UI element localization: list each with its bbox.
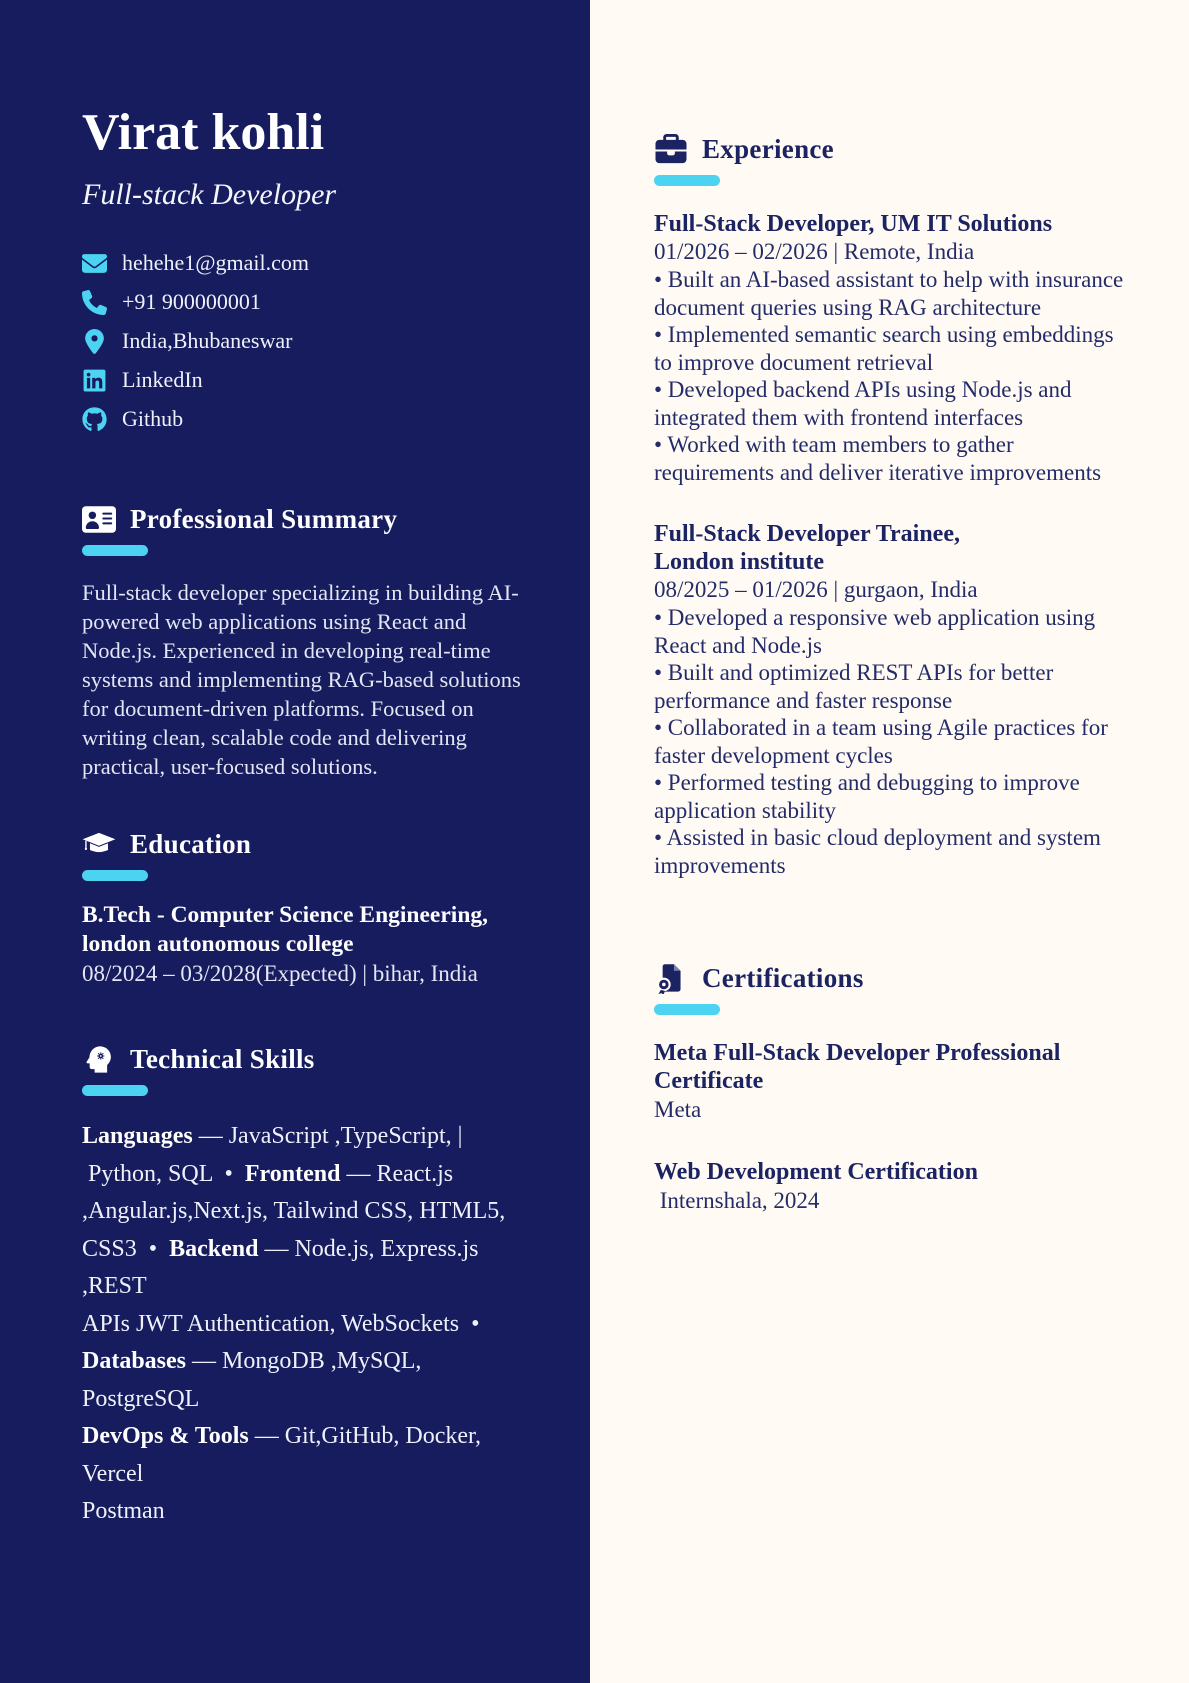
section-certifications (654, 963, 1137, 1215)
contact-row-email[interactable] (82, 250, 524, 276)
github-icon (82, 407, 107, 432)
job-bullet: • Assisted in basic cloud deployment and system improvements (654, 825, 1101, 878)
job-meta: 08/2025 – 01/2026 | gurgaon, India (654, 577, 978, 602)
education-heading: Education (130, 829, 252, 859)
job-bullet: • Developed backend APIs using Node.js and integrated them with frontend interfaces (654, 377, 1072, 430)
left-panel (0, 0, 590, 1683)
certifications-accent-bar (654, 1004, 720, 1015)
certification-item (654, 1158, 1137, 1215)
education-section-head (82, 829, 524, 860)
experience-accent-bar (654, 175, 720, 186)
skills-line: Databases — MongoDB ,MySQL, PostgreSQL (82, 1348, 428, 1412)
head-gear-icon (82, 1044, 116, 1075)
job-entry (654, 210, 1137, 486)
summary-heading: Professional Summary (130, 504, 398, 534)
job-entry (654, 520, 1137, 879)
certification-title: Web Development Certification (654, 1159, 978, 1185)
contact-row-linkedin[interactable] (82, 367, 524, 393)
job-bullet: • Worked with team members to gather requirements and deliver iterative improvements (654, 432, 1102, 485)
graduation-cap-icon (82, 829, 116, 860)
certification-org: Meta (654, 1097, 702, 1122)
email-icon (82, 251, 107, 276)
section-experience (654, 134, 1137, 879)
contact-row-github[interactable] (82, 406, 524, 432)
certification-item (654, 1039, 1137, 1124)
linkedin-icon (82, 368, 107, 393)
experience-section-head (654, 134, 1137, 165)
certifications-heading: Certifications (702, 963, 864, 993)
education-accent-bar (82, 870, 148, 881)
certificate-icon (654, 963, 688, 994)
certifications-list (654, 1039, 1137, 1215)
education-degree (82, 901, 524, 959)
id-card-icon (82, 504, 116, 535)
certification-org: Internshala, 2024 (654, 1188, 820, 1213)
contact-label: Github (122, 406, 184, 431)
certifications-section-head (654, 963, 1137, 994)
job-meta: 01/2026 – 02/2026 | Remote, India (654, 239, 975, 264)
contact-label: LinkedIn (122, 367, 203, 392)
skills-line: Languages — JavaScript ,TypeScript, | (82, 1123, 463, 1149)
section-technical-skills (82, 1044, 524, 1531)
skills-line: Python, SQL • Frontend — React.js (82, 1160, 454, 1187)
skills-lines (82, 1118, 524, 1531)
phone-icon (82, 290, 107, 315)
job-title: Full-Stack Developer Trainee, London institute (654, 521, 960, 575)
education-school: london autonomous college (82, 931, 354, 957)
experience-heading: Experience (702, 134, 834, 164)
section-education (82, 829, 524, 988)
job-bullet: • Built and optimized REST APIs for better performance and faster response (654, 660, 1054, 713)
job-bullet: • Developed a responsive web application using React and Node.js (654, 605, 1096, 658)
summary-section-head (82, 504, 524, 535)
contact-row-location (82, 328, 524, 354)
job-bullet: • Collaborated in a team using Agile practices for faster development cycles (654, 715, 1108, 768)
contact-label: +91 900000001 (122, 289, 261, 314)
skills-section-head (82, 1044, 524, 1075)
skills-line: ,Angular.js,Next.js, Tailwind CSS, HTML5, (82, 1198, 506, 1224)
jobs-list (654, 210, 1137, 879)
job-bullet: • Implemented semantic search using embeddings to improve document retrieval (654, 322, 1114, 375)
job-bullet: • Built an AI-based assistant to help with insurance document queries using RAG architecture (654, 267, 1124, 320)
education-degree-line: B.Tech - Computer Science Engineering, (82, 902, 489, 928)
briefcase-icon (654, 134, 688, 165)
skills-line: DevOps & Tools — Git,GitHub, Docker, Vercel (82, 1423, 487, 1487)
right-panel (590, 0, 1189, 1683)
skills-line: Postman (82, 1498, 165, 1524)
person-role: Full-stack Developer (82, 178, 337, 211)
education-meta: 08/2024 – 03/2028(Expected) | bihar, India (82, 961, 478, 986)
person-name: Virat kohli (82, 104, 325, 161)
job-title: Full-Stack Developer, UM IT Solutions (654, 211, 1053, 237)
contact-row-phone (82, 289, 524, 315)
skills-heading: Technical Skills (130, 1044, 315, 1074)
contact-list (82, 250, 524, 432)
location-icon (82, 329, 107, 354)
summary-accent-bar (82, 545, 148, 556)
skills-accent-bar (82, 1085, 148, 1096)
summary-text: Full-stack developer specializing in building AI-powered web applications using React and Node.js. Experienced in developing real-time systems and implementing RAG-based solutions for document-driven platforms. Focused on writing clean, scalable code and delivering practical, user-focused solutions. (82, 580, 521, 779)
contact-label: India,Bhubaneswar (122, 328, 293, 353)
contact-label: hehehe1@gmail.com (122, 250, 310, 275)
skills-line: CSS3 • Backend — Node.js, Express.js ,REST (82, 1235, 485, 1299)
job-bullet: • Performed testing and debugging to improve application stability (654, 770, 1080, 823)
certification-title: Meta Full-Stack Developer Professional Certificate (654, 1040, 1061, 1094)
skills-line: APIs JWT Authentication, WebSockets • (82, 1310, 480, 1337)
section-professional-summary (82, 504, 524, 781)
